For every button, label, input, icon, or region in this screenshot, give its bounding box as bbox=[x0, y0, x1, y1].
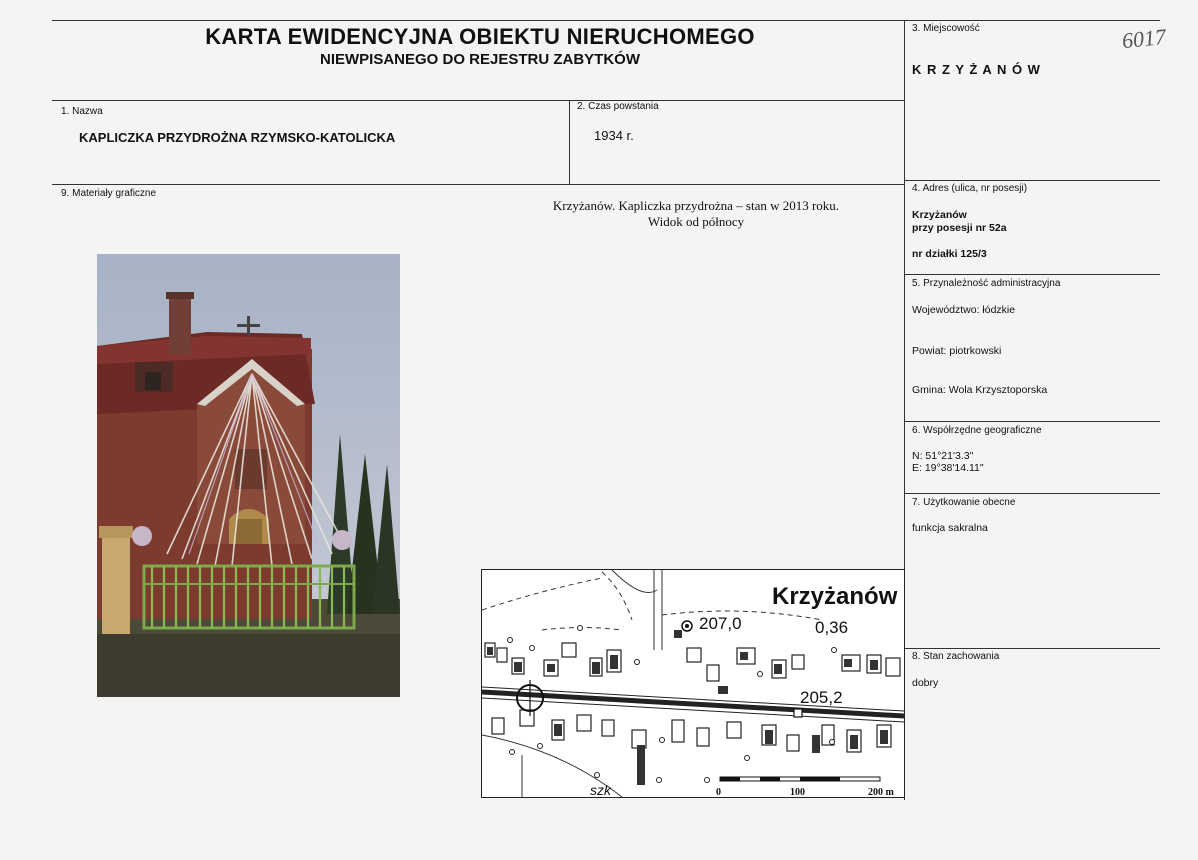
commune: Gmina: Wola Krzysztoporska bbox=[912, 384, 1048, 396]
field-2-label: 2. Czas powstania bbox=[577, 101, 659, 112]
scale-label-200: 200 m bbox=[868, 787, 894, 797]
photo-caption-line2: Widok od północy bbox=[647, 214, 745, 229]
field-1-label: 1. Nazwa bbox=[61, 106, 103, 117]
condition: dobry bbox=[912, 677, 939, 689]
field-6-label: 6. Współrzędne geograficzne bbox=[912, 425, 1042, 436]
map-height-2: 0,36 bbox=[815, 618, 849, 637]
map-height-1: 207,0 bbox=[699, 614, 742, 633]
field-8-label: 8. Stan zachowania bbox=[912, 651, 1000, 662]
current-use: funkcja sakralna bbox=[912, 522, 988, 534]
coord-n: N: 51°21'3.3" bbox=[912, 450, 974, 462]
field-1-value: KAPLICZKA PRZYDROŻNA RZYMSKO-KATOLICKA bbox=[79, 130, 396, 145]
address-line3: nr działki 125/3 bbox=[912, 248, 987, 260]
rule-row4 bbox=[904, 274, 1160, 275]
field-5-label: 5. Przynależność administracyjna bbox=[912, 278, 1061, 289]
address-line2: przy posesji nr 52a bbox=[912, 222, 1007, 234]
chapel-photo bbox=[97, 254, 400, 697]
map-road-label: szk bbox=[590, 782, 611, 797]
map-height-3: 205,2 bbox=[800, 688, 843, 707]
coord-e: E: 19°38'14.11" bbox=[912, 462, 984, 474]
rule-row5 bbox=[904, 421, 1160, 422]
field-7-label: 7. Użytkowanie obecne bbox=[912, 497, 1016, 508]
scale-label-100: 100 bbox=[790, 787, 805, 797]
field-2-value: 1934 r. bbox=[594, 128, 634, 143]
address-line1: Krzyżanów bbox=[912, 209, 967, 221]
scale-label-0: 0 bbox=[716, 787, 721, 797]
field-9-label: 9. Materiały graficzne bbox=[61, 188, 157, 199]
voivodeship: Województwo: łódzkie bbox=[912, 304, 1016, 316]
document-title: KARTA EWIDENCYJNA OBIEKTU NIERUCHOMEGO bbox=[205, 24, 755, 49]
rule-row2 bbox=[52, 184, 904, 185]
rule-vert-mid bbox=[569, 100, 570, 184]
field-4-label: 4. Adres (ulica, nr posesji) bbox=[912, 183, 1028, 194]
topographic-map bbox=[481, 569, 905, 798]
rule-row7 bbox=[904, 648, 1160, 649]
rule-row1 bbox=[52, 100, 904, 101]
map-place-name: Krzyżanów bbox=[772, 583, 898, 610]
rule-row6 bbox=[904, 493, 1160, 494]
field-3-label: 3. Miejscowość bbox=[912, 23, 980, 34]
rule-row3 bbox=[904, 180, 1160, 181]
rule-top bbox=[52, 20, 1160, 21]
photo-caption-line1: Krzyżanów. Kapliczka przydrożna – stan w 2013 roku. bbox=[552, 198, 840, 213]
field-3-value: K R Z Y Ż A N Ó W bbox=[912, 62, 1041, 77]
handwritten-number: 6017 bbox=[1120, 23, 1168, 54]
county: Powiat: piotrkowski bbox=[912, 345, 1002, 357]
document-subtitle: NIEWPISANEGO DO REJESTRU ZABYTKÓW bbox=[319, 51, 641, 68]
